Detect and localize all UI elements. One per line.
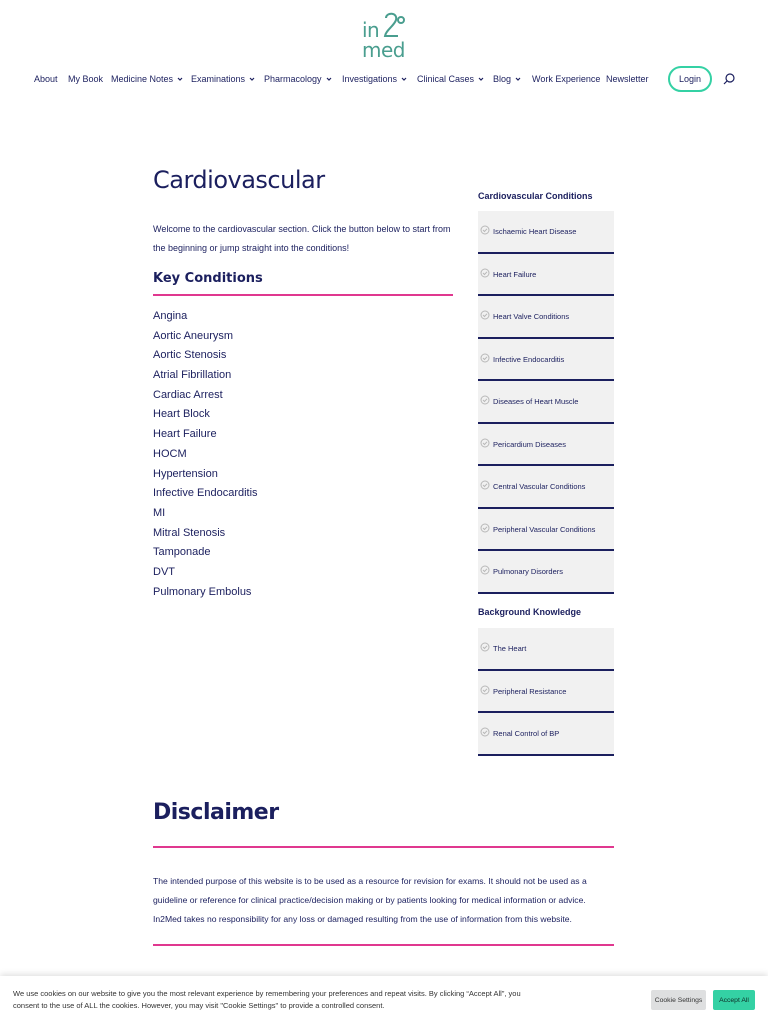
intro-text: Welcome to the cardiovascular section. Click the button below to start from the beginning or jump straight into the conditions! [153,224,451,253]
sidebar-conditions-list [478,211,614,594]
condition-link-infective-endocarditis[interactable]: Infective Endocarditis [153,487,258,500]
disclaimer-text: The intended purpose of this website is to be used as a resource for revision for exams. It should not be used as a guideline or reference for clinical practice/decision making or by patients looking for medical information or advice. In2Med takes no responsibility for any loss or damaged resulting from the use of information from this website. [153,876,587,924]
condition-link-heart-block[interactable]: Heart Block [153,408,210,421]
condition-link-cardiac-arrest[interactable]: Cardiac Arrest [153,388,223,401]
nav-item-pharmacology[interactable]: Pharmacology [264,74,333,84]
sidebar-item-renal-control-of-bp[interactable] [478,713,614,756]
sidebar-item-central-vascular-conditions[interactable] [478,466,614,509]
condition-link-aortic-stenosis[interactable]: Aortic Stenosis [153,349,227,362]
check-circle-icon [480,480,490,490]
nav-item-newsletter[interactable]: Newsletter [606,74,649,84]
condition-link-angina[interactable]: Angina [153,310,188,322]
condition-link-tamponade[interactable]: Tamponade [153,546,211,559]
nav-item-examinations[interactable]: Examinations [191,74,256,84]
sidebar-item-label: Heart Valve Conditions [493,312,570,321]
sidebar-item-label: Pulmonary Disorders [493,567,564,576]
sidebar-item-label: Ischaemic Heart Disease [493,227,577,236]
check-circle-icon [480,225,490,235]
sidebar-item-the-heart[interactable] [478,628,614,671]
sidebar-conditions-heading: Cardiovascular Conditions [478,191,593,201]
main-nav [0,70,768,90]
logo-in-text: in [362,18,380,42]
nav-item-about[interactable]: About [34,74,58,84]
sidebar-item-label: Infective Endocarditis [493,354,565,364]
search-icon[interactable] [722,72,736,86]
sidebar-item-label: Heart Failure [493,269,537,279]
sidebar-item-label: Central Vascular Conditions [493,482,586,491]
sidebar-item-label: Peripheral Vascular Conditions [493,524,596,534]
sidebar-item-label: Diseases of Heart Muscle [493,397,579,406]
condition-link-dvt[interactable]: DVT [153,565,175,578]
cookie-consent-bar [0,976,768,1024]
accept-all-button[interactable]: Accept All [713,990,755,1010]
cookie-settings-button[interactable]: Cookie Settings [651,990,706,1010]
check-circle-icon [480,565,490,575]
sidebar-item-ischaemic-heart-disease[interactable] [478,211,614,254]
sidebar-item-heart-valve-conditions[interactable] [478,296,614,339]
disclaimer-bottom-divider [153,944,614,946]
condition-link-pulmonary-embolus[interactable]: Pulmonary Embolus [153,585,252,598]
sidebar-item-label: Peripheral Resistance [493,686,567,696]
check-circle-icon [480,438,490,448]
condition-link-mitral-stenosis[interactable]: Mitral Stenosis [153,526,226,539]
sidebar-item-infective-endocarditis[interactable] [478,339,614,382]
condition-link-aortic-aneurysm[interactable]: Aortic Aneurysm [153,329,234,342]
nav-item-investigations[interactable]: Investigations [342,74,408,84]
nav-item-work-experience[interactable]: Work Experience [532,74,601,84]
disclaimer-top-divider [153,846,614,848]
chevron-down-icon [248,75,256,83]
sidebar-item-diseases-of-heart-muscle[interactable] [478,381,614,424]
condition-link-hypertension[interactable]: Hypertension [153,467,218,480]
check-circle-icon [480,523,490,533]
check-circle-icon [480,642,490,652]
chevron-down-icon [400,75,408,83]
sidebar-background-heading: Background Knowledge [478,607,582,617]
sidebar-item-label: Renal Control of BP [493,729,560,738]
logo-med-text: med [362,38,405,62]
sidebar-item-heart-failure[interactable] [478,254,614,297]
check-circle-icon [480,353,490,363]
condition-link-atrial-fibrillation[interactable]: Atrial Fibrillation [153,369,232,382]
sidebar-background-list [478,628,614,756]
chevron-down-icon [325,75,333,83]
page-title: Cardiovascular [153,166,325,194]
check-circle-icon [480,727,490,737]
logo-stethoscope-two-icon [382,10,406,40]
key-conditions-divider [153,294,453,296]
key-conditions-heading: Key Conditions [153,271,263,286]
check-circle-icon [480,310,490,320]
check-circle-icon [480,268,490,278]
sidebar-item-label: The Heart [493,644,527,653]
nav-item-blog[interactable]: Blog [493,74,522,84]
nav-item-clinical-cases[interactable]: Clinical Cases [417,74,485,84]
nav-item-my-book[interactable]: My Book [68,74,104,84]
sidebar-item-pulmonary-disorders[interactable] [478,551,614,594]
condition-link-hocm[interactable]: HOCM [153,447,187,460]
sidebar-item-peripheral-resistance[interactable] [478,671,614,714]
login-button[interactable]: Login [668,66,712,92]
sidebar-item-pericardium-diseases[interactable] [478,424,614,467]
key-conditions-list [153,307,258,602]
check-circle-icon [480,395,490,405]
chevron-down-icon [176,75,184,83]
condition-link-heart-failure[interactable]: Heart Failure [153,428,217,441]
sidebar-item-peripheral-vascular-conditions[interactable] [478,509,614,552]
condition-link-mi[interactable]: MI [153,506,166,519]
site-logo[interactable] [362,8,410,60]
check-circle-icon [480,685,490,695]
disclaimer-title: Disclaimer [153,800,279,825]
chevron-down-icon [477,75,485,83]
sidebar-item-label: Pericardium Diseases [493,439,566,449]
chevron-down-icon [514,75,522,83]
cookie-consent-text: We use cookies on our website to give you the most relevant experience by remembering your preferences and repeat visits. By clicking “Accept All”, you consent to the use of ALL the cookies. However, you may visit "Cookie Settings" to provide a controlled consent. [13,989,521,1010]
nav-item-medicine-notes[interactable]: Medicine Notes [111,74,184,84]
